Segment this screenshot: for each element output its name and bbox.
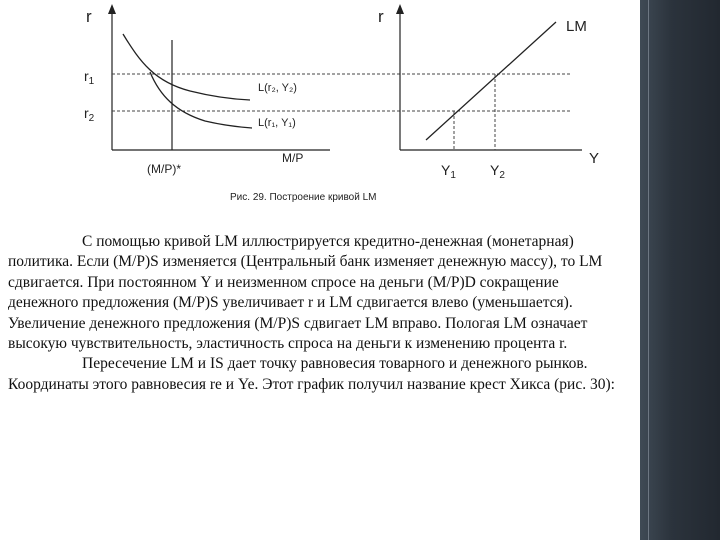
figure-caption: Рис. 29. Построение кривой LM	[230, 192, 377, 203]
right-y-axis-arrow	[396, 4, 404, 14]
right-panel-lm	[378, 4, 599, 181]
paragraph-1	[8, 232, 633, 354]
curve-upper-label: L(r₂, Y₂)	[258, 82, 297, 94]
paragraph-2	[8, 354, 633, 395]
left-y-axis-arrow	[108, 4, 116, 14]
money-demand-curve-upper	[123, 34, 250, 100]
paragraph-1-text: С помощью кривой LM иллюстрируется кредитно-денежная (монетарная) политика. Если (M/P)S изменяется (Центральный банк изменяет денежную массу), то LM сдвигается. При постоянном Y и неизменном спросе на деньги (M/P)D сокращение денежного предложения (M/P)S увеличивает r и LM сдвигается влево (уменьшается). Увеличение денежного предложения (M/P)S сдвигает LM вправо. Пологая LM означает высокую чувствительность, эластичность спроса на деньги к изменению процента r.	[8, 233, 603, 353]
r2-label: $r_2$	[84, 105, 95, 124]
left-x-axis-label: M/P	[282, 151, 304, 165]
lm-curve	[426, 22, 556, 140]
money-supply-label: (M/P)*	[147, 162, 181, 176]
curve-lower-label: L(r₁, Y₁)	[258, 117, 296, 129]
y1-label: $Y_1$	[441, 162, 456, 181]
y2-label: $Y_2$	[490, 162, 505, 181]
right-x-axis-label: Y	[589, 150, 600, 167]
r1-label: $r_1$	[84, 68, 95, 87]
left-y-axis-label: r	[86, 7, 92, 26]
body-text	[8, 232, 633, 395]
lm-label: LM	[566, 18, 587, 35]
lm-derivation-figure	[0, 0, 640, 200]
right-y-axis-label: r	[378, 7, 384, 26]
decorative-side-panel	[640, 0, 720, 540]
side-panel-divider	[648, 0, 649, 540]
paragraph-2-text: Пересечение LM и IS дает точку равновесия товарного и денежного рынков. Координаты этого равновесия re и Ye. Этот график получил название крест Хикса (рис. 30):	[8, 355, 615, 393]
